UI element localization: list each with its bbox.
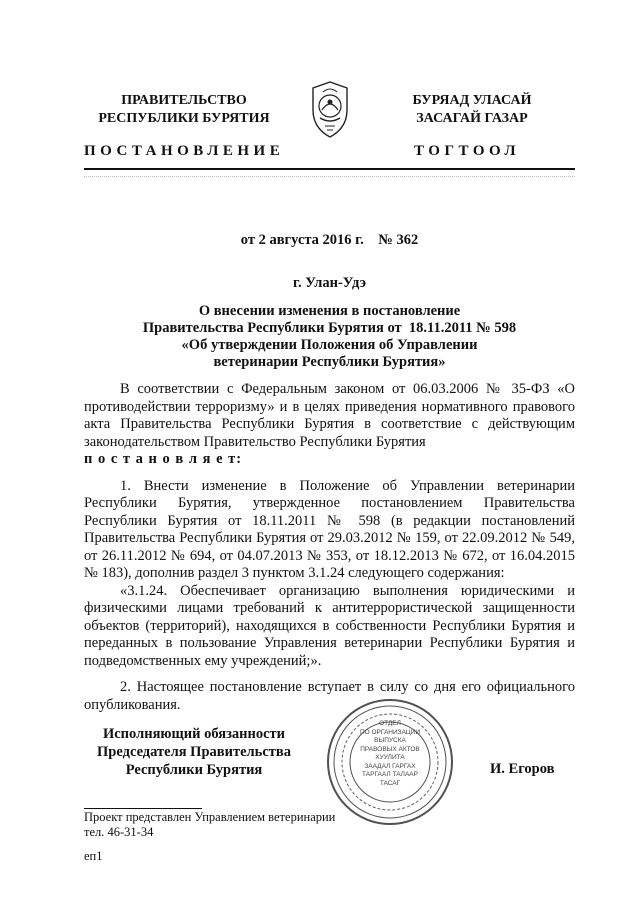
stamp-line2: ПО ОРГАНИЗАЦИИ xyxy=(359,728,421,736)
coat-of-arms-icon xyxy=(303,80,357,140)
title-line2: Правительства Республики Бурятия от 18.11.2011 № 598 xyxy=(142,320,517,336)
stamp-line5: ХУУЛИТА xyxy=(375,754,405,761)
signatory-title xyxy=(84,725,304,779)
phone: тел. 46-31-34 xyxy=(84,825,154,839)
title-line1: О внесении изменения в постановление xyxy=(198,303,461,319)
doc-type-ru: ПОСТАНОВЛЕНИЕ xyxy=(84,143,285,159)
stamp-text xyxy=(352,720,428,788)
stamp-line8: ТАСАГ xyxy=(379,779,401,787)
signatory-line2: Председателя Правительства xyxy=(97,744,291,760)
header-dotted-line xyxy=(84,176,575,177)
date-and-number: от 2 августа 2016 г. № 362 xyxy=(240,232,419,248)
signatory-name: И. Егоров xyxy=(490,761,555,777)
resolves: п о с т а н о в л я е т: xyxy=(84,451,243,467)
quote: «3.1.24. Обеспечивает организацию выполнения юридическими и физическими лицами требований к антитеррористической защищенности объектов (территорий), находящихся в собственности Республики Бурятия и переданных в пользование Управления ветеринарии Республики Бурятия и подведомственных ему учреждений;». xyxy=(84,582,575,669)
stamp-line4: ПРАВОВЫХ АКТОВ xyxy=(360,745,420,753)
footer-rule xyxy=(84,808,202,809)
title-line4: ветеринарии Республики Бурятия» xyxy=(213,354,446,370)
government-name-ru xyxy=(84,92,284,128)
signatory-line3: Республики Бурятия xyxy=(125,762,263,778)
stamp-line6: ЗААДАЛ ГАРГАХ xyxy=(364,762,416,770)
title-line3: «Об утверждении Положения об Управлении xyxy=(181,337,478,353)
preamble: В соответствии с Федеральным законом от 06.03.2006 № 35-ФЗ «О противодействии терроризму» и в целях приведения нормативного правового акта Правительства Республики Бурятия в соответствие с действующим законодательством Правительство Республики Бурятия xyxy=(84,381,575,450)
city: г. Улан-Удэ xyxy=(293,275,366,291)
stamp-line1: ОТДЕЛ xyxy=(379,720,401,727)
stamp-line7: ТАРГААЛ ТАЛААР xyxy=(362,771,418,778)
signatory-line1: Исполняющий обязанности xyxy=(102,726,286,742)
doc-type-bur: ТОГТООЛ xyxy=(414,143,521,159)
project-note: Проект представлен Управлением ветеринарии xyxy=(84,810,336,824)
government-name-bur-line1: БУРЯАД УЛАСАЙ xyxy=(412,93,532,108)
stamp-line3: ВЫПУСКА xyxy=(374,737,406,744)
item-1: 1. Внести изменение в Положение об Управлении ветеринарии Республики Бурятия, утвержденное постановлением Правительства Республики Бурятия от 18.11.2011 № 598 (в редакции постановлений Правительства Республики Бурятия от 29.03.2012 № 159, от 22.09.2012 № 549, от 26.11.2012 № 694, от 04.07.2013 № 353, от 18.12.2013 № 672, от 16.04.2015 № 183), дополнив раздел 3 пунктом 3.1.24 следующего содержания: xyxy=(84,477,575,581)
document-body xyxy=(84,381,575,714)
government-name-bur xyxy=(372,92,572,128)
government-name-bur-line2: ЗАСАГАЙ ГАЗАР xyxy=(416,111,528,126)
government-name-line1: ПРАВИТЕЛЬСТВО xyxy=(121,93,247,108)
government-name-line2: РЕСПУБЛИКИ БУРЯТИЯ xyxy=(98,111,270,126)
item-2: 2. Настоящее постановление вступает в силу со дня его официального опубликования. xyxy=(84,679,575,713)
document-code: еп1 xyxy=(84,849,103,863)
document-title xyxy=(84,303,575,371)
header-divider xyxy=(84,168,575,170)
official-stamp xyxy=(326,698,454,826)
